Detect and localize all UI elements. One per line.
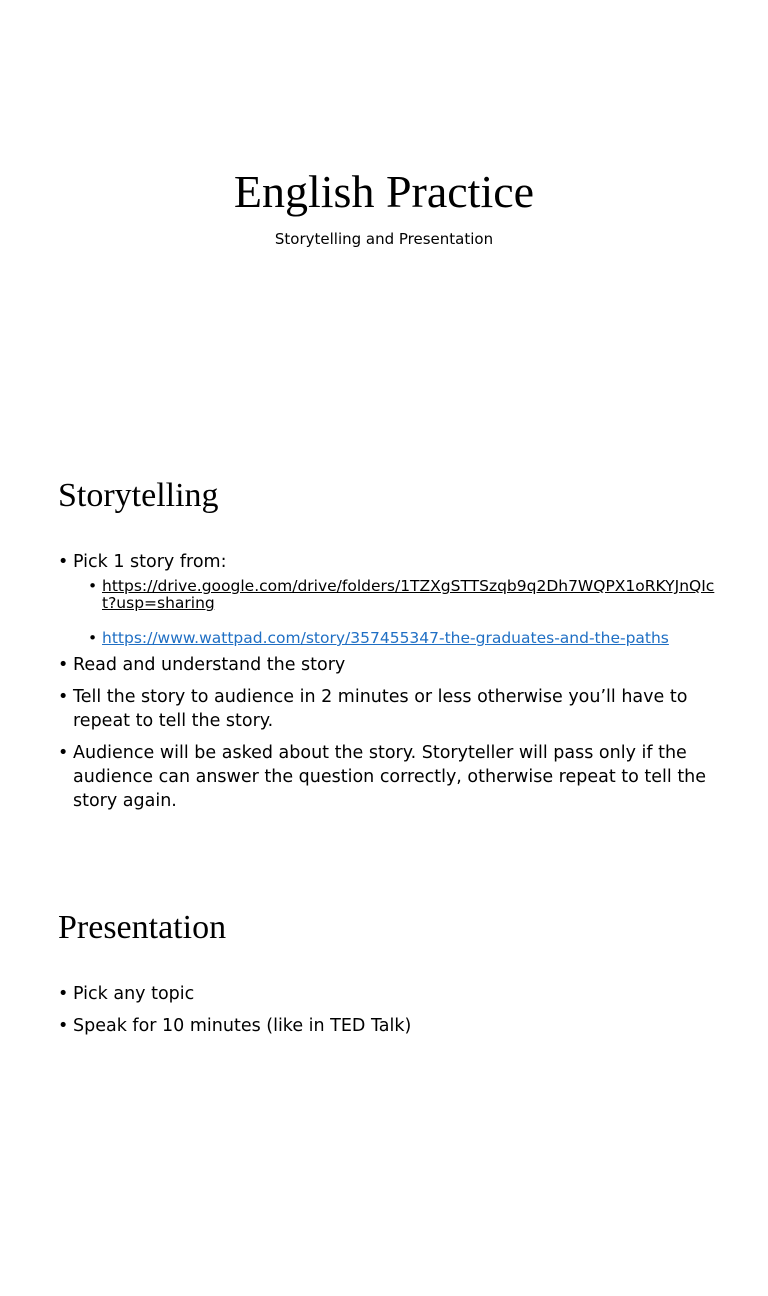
presentation-bullet-list: [58, 982, 718, 1046]
sub-bullet-drive-link: [73, 578, 718, 612]
wattpad-link[interactable]: https://www.wattpad.com/story/357455347-the-graduates-and-the-paths: [102, 629, 669, 647]
story-links-list: [73, 578, 718, 647]
title-slide: [0, 0, 768, 432]
bullet-tell-story: • Tell the story to audience in 2 minutes or less otherwise you’ll have to repeat to tell the story.: [58, 685, 718, 733]
bullet-pick-topic: • Pick any topic: [58, 982, 718, 1006]
storytelling-slide: [0, 432, 768, 864]
bullet-audience-question: • Audience will be asked about the story. Storyteller will pass only if the audience can answer the question correctly, otherwise repeat to tell the story again.: [58, 741, 718, 813]
slide-heading-presentation: Presentation: [58, 909, 227, 946]
presentation-subtitle: Storytelling and Presentation: [274, 230, 494, 248]
presentation-title: English Practice: [233, 166, 535, 217]
google-drive-link[interactable]: https://drive.google.com/drive/folders/1TZXgSTTSzqb9q2Dh7WQPX1oRKYJnQIct?usp=sharing: [102, 577, 715, 612]
bullet-text: Pick 1 story from:: [73, 552, 227, 572]
presentation-slide: [0, 864, 768, 1296]
slide-heading-storytelling: Storytelling: [58, 477, 219, 514]
bullet-read-story: • Read and understand the story: [58, 653, 718, 677]
sub-bullet-wattpad-link: [73, 630, 718, 647]
bullet-speak-duration: • Speak for 10 minutes (like in TED Talk): [58, 1014, 718, 1038]
storytelling-bullet-list: [58, 550, 718, 821]
bullet-pick-story: [58, 550, 718, 647]
